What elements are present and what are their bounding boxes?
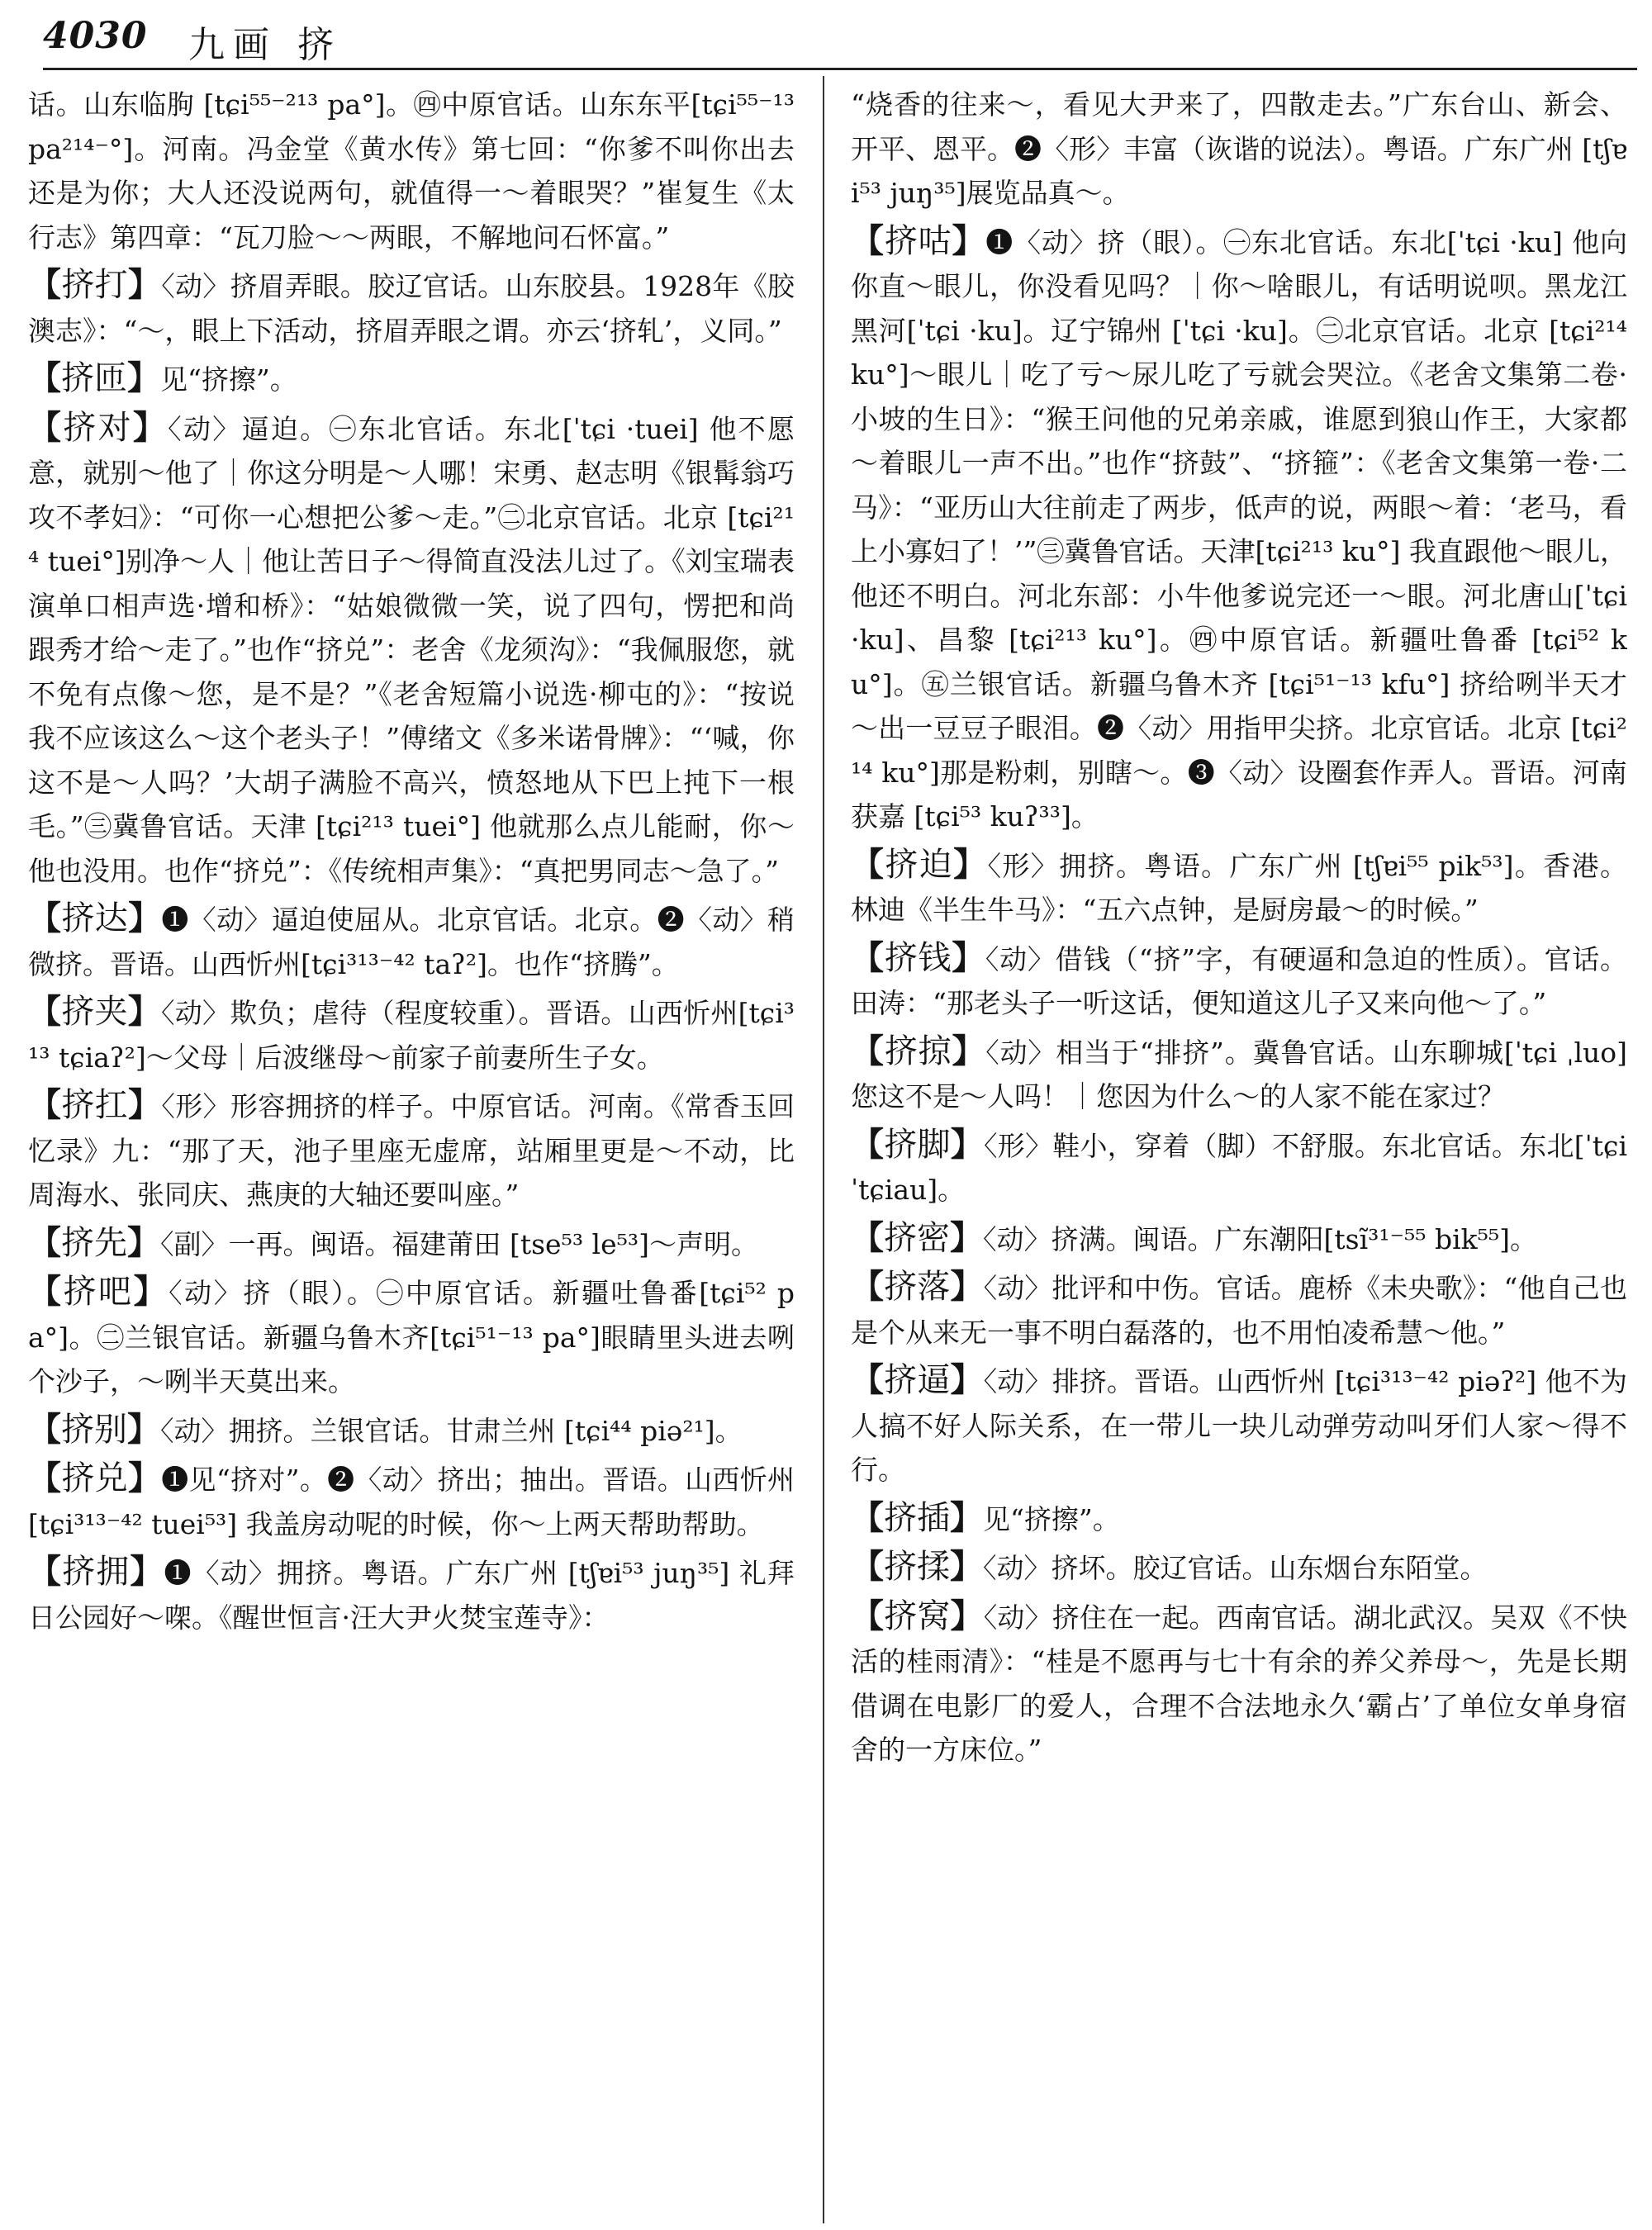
entry-headword: 【挤打】 [28,265,162,304]
headword-text: 挤钱 [884,938,952,977]
dictionary-entry [851,936,1627,1026]
entry-headword: 【挤达】 [28,899,162,937]
entry-headword: 【挤咕】 [851,221,986,260]
entry-definition: 〈动〉挤住在一起。西南官话。湖北武汉。吴双《不快活的桂雨清》：“桂是不愿再与七十有余的养父养母～，先是长期借调在电影厂的爱人，合理不合法地永久‘霸占’了单位女单身宿舍的一方床位。” [851,1601,1627,1766]
entry-definition: 〈形〉拥挤。粤语。广东广州 [tʃɐi⁵⁵ pik⁵³]。香港。林迪《半生牛马》：“五六点钟，是厨房最～的时候。” [851,849,1627,926]
entry-headword: 【挤逼】 [851,1360,984,1399]
dictionary-entry [28,1549,795,1639]
dictionary-entry [28,989,795,1079]
dictionary-entry [28,1269,795,1404]
left-column [28,83,795,2222]
headword-text: 挤吧 [63,1273,134,1311]
dictionary-entry [28,1456,795,1546]
dictionary-entry [851,1544,1627,1591]
entry-continuation [28,83,795,259]
entry-definition: 〈动〉拥挤。兰银官话。甘肃兰州 [tɕi⁴⁴ piə²¹]。 [160,1414,743,1447]
entry-definition: 〈动〉挤满。闽语。广东潮阳[tsĩ³¹⁻⁵⁵ bik⁵⁵]。 [983,1222,1537,1255]
entry-headword: 【挤密】 [851,1217,983,1257]
headword-text: 挤逼 [884,1361,951,1399]
entry-headword: 【挤匝】 [28,358,160,397]
entry-definition: 〈动〉排挤。晋语。山西忻州 [tɕi³¹³⁻⁴² piəʔ²] 他不为人搞不好人际关系，在一带儿一块儿动弹劳动叫牙们人家～得不行。 [851,1365,1627,1486]
entry-headword: 【挤落】 [851,1267,984,1306]
entry-headword: 【挤窝】 [851,1596,984,1635]
entry-definition: 见“挤擦”。 [983,1502,1120,1535]
entry-definition: “烧香的往来～，看见大尹来了，四散走去。”广东台山、新会、开平、恩平。❷〈形〉丰富（诙谐的说法）。粤语。广东广州 [tʃɐi⁵³ juŋ³⁵]展览品真～。 [851,88,1627,209]
entry-definition: 话。山东临朐 [tɕi⁵⁵⁻²¹³ pa°]。㊃中原官话。山东东平[tɕi⁵⁵⁻¹³ pa²¹⁴⁻°]。河南。冯金堂《黄水传》第七回：“你爹不叫你出去还是为你；大人还没说两句，就值得一～着眼哭？”崔复生《太行志》第四章：“瓦刀脸～～两眼，不解地问石怀富。” [28,88,795,254]
headword-text: 挤迫 [885,845,954,884]
headword-text: 挤窝 [884,1597,951,1635]
dictionary-entry [28,1221,795,1267]
headword-text: 挤拥 [62,1553,131,1591]
dictionary-entry [851,1358,1627,1492]
headword-text: 挤匝 [61,359,127,397]
headword-text: 挤密 [884,1218,950,1257]
dictionary-entry [28,896,795,986]
entry-definition: 〈副〉一再。闽语。福建莆田 [tse⁵³ le⁵³]～声明。 [160,1227,758,1260]
entry-headword: 【挤兑】 [28,1459,162,1497]
dictionary-entry [851,1122,1627,1212]
entry-headword: 【挤插】 [851,1497,983,1537]
entry-headword: 【挤钱】 [851,937,985,977]
dictionary-entry [851,1029,1627,1119]
entry-continuation [851,83,1627,216]
entry-definition: 见“挤擦”。 [160,363,297,396]
entry-headword: 【挤掠】 [851,1031,986,1070]
dictionary-entry [28,1407,795,1454]
entry-definition: 〈动〉逼迫。㊀东北官话。东北[ˈtɕi ·tuei] 他不愿意，就别～他了｜你这分明是～人哪！宋勇、赵志明《银髯翁巧攻不孝妇》：“可你一心想把公爹～走。”㊁北京官话。北京 [tɕi²¹⁴ tuei°]别净～人｜他让苦日子～得简直没法儿过了。《刘宝瑞表演单口相声选·增和桥》：“姑娘微微一笑，说了四句，愣把和尚跟秀才给～走了。”也作“挤兑”：老舍《龙须沟》：“我佩服您，就不免有点像～您，是不是？”《老舍短篇小说选·柳屯的》：“按说我不应该这么～这个老头子！”傅绪文《多米诺骨牌》：“‘喊，你这不是～人吗？’大胡子满脸不高兴，愤怒地从下巴上扽下一根毛。”㊂冀鲁官话。天津 [tɕi²¹³ tuei°] 他就那么点儿能耐，你～他也没用。也作“挤兑”：《传统相声集》：“真把男同志～急了。” [28,412,795,887]
dictionary-entry [851,219,1627,839]
headword-text: 挤达 [61,899,129,937]
headword-text: 挤别 [61,1410,127,1449]
right-column [851,83,1627,2222]
entry-headword: 【挤夹】 [28,992,162,1031]
page-header [43,15,1637,66]
entry-definition: ❶〈动〉挤（眼）。㊀东北官话。东北[ˈtɕi ·ku] 他向你直～眼儿，你没看见吗？｜你～啥眼儿，有话明说呗。黑龙江黑河[ˈtɕi ·ku]。辽宁锦州 [ˈtɕi ·ku]。㊁北京官话。北京 [tɕi²¹⁴ ku°]～眼儿｜吃了亏～尿儿吃了亏就会哭泣。《老舍文集第二卷·小坡的生日》：“猴王问他的兄弟亲戚，谁愿到狼山作王，大家都～着眼儿一声不出。”也作“挤鼓”、“挤箍”：《老舍文集第一卷·二马》：“亚历山大往前走了两步，低声的说，两眼～着：‘老马，看上小寡妇了！’”㊂冀鲁官话。天津[tɕi²¹³ ku°] 我直跟他～眼儿，他还不明白。河北东部：小牛他爹说完还一～眼。河北唐山[ˈtɕi ·ku]、昌黎 [tɕi²¹³ ku°]。㊃中原官话。新疆吐鲁番 [tɕi⁵² ku°]。㊄兰银官话。新疆乌鲁木齐 [tɕi⁵¹⁻¹³ kfu°] 挤给咧半天才～出一豆豆子眼泪。❷〈动〉用指甲尖挤。北京官话。北京 [tɕi²¹⁴ ku°]那是粉刺，别瞎～。❸〈动〉设圈套作弄人。晋语。河南获嘉 [tɕi⁵³ kuʔ³³]。 [851,225,1627,833]
headword-text: 挤夹 [61,993,128,1031]
entry-headword: 【挤迫】 [851,844,988,884]
headword-text: 挤脚 [884,1125,951,1164]
entry-definition: 〈动〉挤坏。胶辽官话。山东烟台东陌堂。 [983,1552,1488,1584]
section-title: 九画 挤 [188,24,342,66]
dictionary-entry [851,1264,1627,1355]
header-rule [43,68,1637,70]
headword-text: 挤打 [61,266,128,304]
headword-text: 挤插 [884,1498,950,1537]
entry-definition: 〈动〉挤眉弄眼。胶辽官话。山东胶县。1928年《胶澳志》：“～，眼上下活动，挤眉弄眼之谓。亦云‘挤轧’，义同。” [28,270,795,347]
headword-text: 挤先 [61,1223,127,1262]
headword-text: 挤咕 [884,221,952,260]
dictionary-entry [28,1083,795,1217]
entry-definition: 〈动〉挤（眼）。㊀中原官话。新疆吐鲁番[tɕi⁵² pa°]。㊁兰银官话。新疆乌鲁木齐[tɕi⁵¹⁻¹³ pa°]眼睛里头进去咧个沙子，～咧半天莫出来。 [28,1277,795,1397]
dictionary-entry [851,1496,1627,1542]
entry-headword: 【挤脚】 [851,1124,984,1164]
entry-definition: 〈动〉批评和中伤。官话。鹿桥《未央歌》：“他自己也是个从来无一事不明白磊落的，也不用怕凌希慧～他。” [851,1272,1627,1349]
entry-headword: 【挤先】 [28,1222,160,1262]
entry-definition: ❶〈动〉拥挤。粤语。广东广州 [tʃɐi⁵³ juŋ³⁵] 礼拜日公园好～㗎。《醒世恒言·汪大尹火焚宝莲寺》： [28,1557,795,1634]
headword-text: 挤落 [884,1268,951,1306]
headword-text: 挤揉 [884,1548,950,1586]
dictionary-entry [851,842,1627,932]
dictionary-entry [28,263,795,353]
entry-definition: 〈动〉欺负；虐待（程度较重）。晋语。山西忻州[tɕi³¹³ tɕiaʔ²]～父母｜后波继母～前家子前妻所生子女。 [28,997,795,1074]
headword-text: 挤扛 [61,1086,129,1124]
entry-definition: 〈形〉形容拥挤的样子。中原官话。河南。《常香玉回忆录》九：“那了天，池子里座无虚席，站厢里更是～不动，比周海水、张同庆、燕庚的大轴还要叫座。” [28,1090,795,1211]
entry-definition: 〈动〉借钱（“挤”字，有硬逼和急迫的性质）。官话。田涛：“那老头子一听这话，便知道这儿子又来向他～了。” [851,942,1627,1019]
entry-headword: 【挤吧】 [28,1272,169,1311]
entry-definition: 〈形〉鞋小，穿着（脚）不舒服。东北官话。东北[ˈtɕi ˈtɕiau]。 [851,1129,1627,1206]
entry-headword: 【挤拥】 [28,1552,164,1591]
page-number: 4030 [43,15,148,57]
dictionary-entry [851,1216,1627,1262]
entry-headword: 【挤对】 [28,407,169,447]
dictionary-entry [28,356,795,402]
entry-definition: ❶见“挤对”。❷〈动〉挤出；抽出。晋语。山西忻州[tɕi³¹³⁻⁴² tuei⁵³] 我盖房动呢的时候，你～上两天帮助帮助。 [28,1464,795,1540]
headword-text: 挤兑 [61,1459,128,1497]
entry-headword: 【挤揉】 [851,1547,983,1586]
dictionary-entry [851,1594,1627,1772]
headword-text: 挤掠 [884,1032,952,1070]
column-divider [823,76,824,2223]
headword-text: 挤对 [63,408,133,447]
entry-headword: 【挤扛】 [28,1085,162,1124]
dictionary-entry [28,406,795,894]
entry-definition: ❶〈动〉逼迫使屈从。北京官话。北京。❷〈动〉稍微挤。晋语。山西忻州[tɕi³¹³⁻⁴² taʔ²]。也作“挤腾”。 [28,904,795,980]
entry-headword: 【挤别】 [28,1409,160,1449]
entry-definition: 〈动〉相当于“排挤”。冀鲁官话。山东聊城[ˈtɕi ˌluo] 您这不是～人吗！｜您因为什么～的人家不能在家过？ [851,1036,1627,1113]
